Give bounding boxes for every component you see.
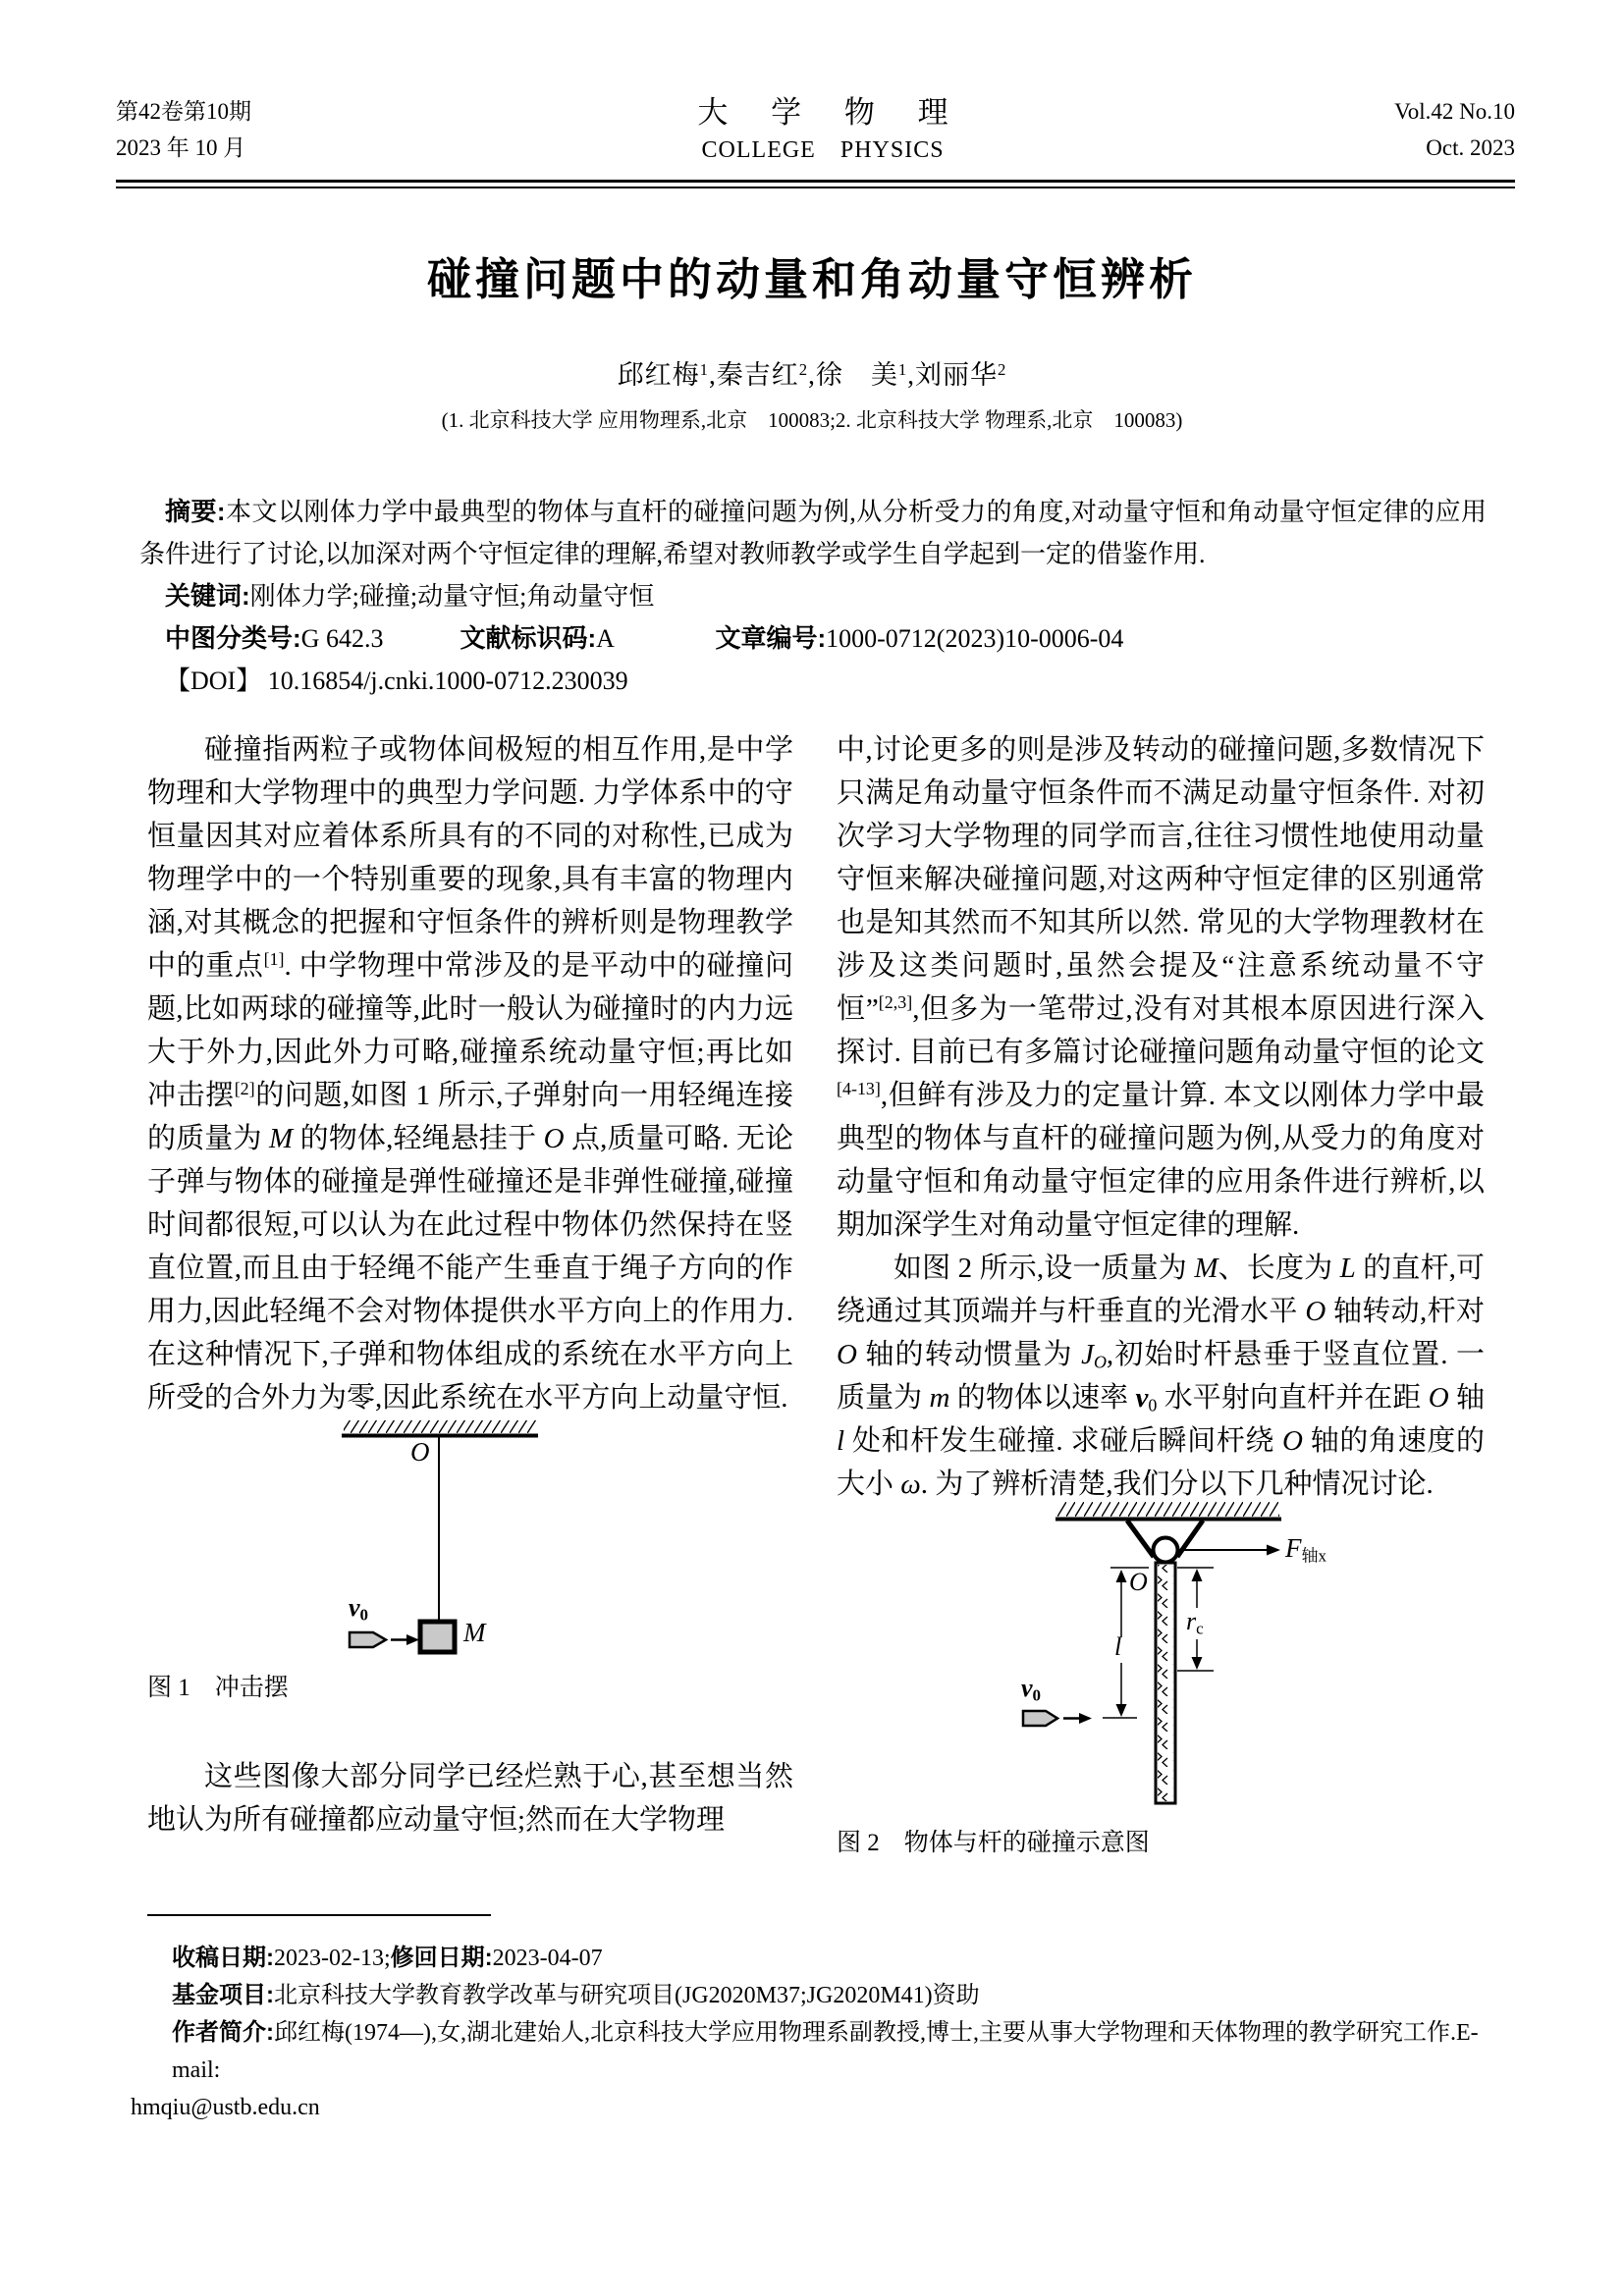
figure-2-caption: 图 2 物体与杆的碰撞示意图	[837, 1830, 1150, 1856]
pivot-label: O	[1129, 1568, 1148, 1596]
paragraph-continued: 中,讨论更多的则是涉及转动的碰撞问题,多数情况下只满足角动量守恒条件而不满足动量守恒条件. 对初次学习大学物理的同学而言,往往习惯性地使用动量守恒来解决碰撞问题,对这两种守恒定律的区别通常也是知其然而不知其所以然. 常见的大学物理教材在涉及这类问题时,虽然会提及“注意系统动量不守恒”[2,3],但多为一笔带过,没有对其根本原因进行深入探讨. 目前已有多篇讨论碰撞问题角动量守恒的论文[4-13],但鲜有涉及力的定量计算. 本文以刚体力学中最典型的物体与直杆的碰撞问题为例,从受力的角度对动量守恒和角动量守恒定律的应用条件进行辨析,以期加深学生对角动量守恒定律的理解.	[837, 734, 1485, 1241]
abstract-paragraph: 摘要:本文以刚体力学中最典型的物体与直杆的碰撞问题为例,从分析受力的角度,对动量守恒和角动量守恒定律的应用条件进行了讨论,以加深对两个守恒定律的理解,希望对教师教学或学生自学起到一定的借鉴作用.	[139, 497, 1487, 568]
header-double-rule	[116, 180, 1515, 188]
volume-number: Vol.42 No.10	[1394, 99, 1515, 124]
l-arrow-up	[1116, 1570, 1127, 1582]
rc-arrow-down	[1192, 1657, 1203, 1670]
pivot-label: O	[410, 1437, 430, 1467]
issue-date-en: Oct. 2023	[1426, 135, 1515, 160]
figure-1	[147, 1419, 793, 1657]
velocity-arrow-head	[406, 1634, 419, 1645]
l-label: l	[1114, 1632, 1122, 1661]
footnote-dates: 收稿日期:2023-02-13;修回日期:2023-04-07	[172, 1945, 603, 1971]
rc-label: $r_c$	[1186, 1607, 1204, 1638]
issue-info	[116, 93, 251, 168]
footnote-block	[131, 1914, 1505, 2126]
bracket-left-leg	[1127, 1521, 1154, 1557]
volume-info	[1394, 93, 1515, 168]
article-title: 碰撞问题中的动量和角动量守恒辨析	[426, 254, 1197, 304]
footnote-divider	[147, 1914, 491, 1916]
velocity-arrow-head	[1079, 1713, 1092, 1724]
pendulum-block	[420, 1622, 455, 1652]
ceiling-hatch	[1057, 1502, 1279, 1517]
pivot-circle	[1154, 1538, 1178, 1563]
bullet-velocity-label: $v_0$	[1021, 1674, 1042, 1705]
affiliation-line: (1. 北京科技大学 应用物理系,北京 100083;2. 北京科技大学 物理系,北京 100083)	[441, 408, 1183, 432]
axle-force-arrow-head	[1267, 1545, 1280, 1556]
l-arrow-down	[1116, 1704, 1127, 1717]
doi-line: 【DOI】 10.16854/j.cnki.1000-0712.230039	[165, 667, 628, 695]
block-mass-label: M	[463, 1618, 486, 1647]
rc-arrow-up	[1192, 1569, 1203, 1581]
journal-title-en: COLLEGE PHYSICS	[701, 137, 945, 163]
ceiling-hatch	[344, 1420, 536, 1433]
footnote-funding: 基金项目:北京科技大学教育教学改革与研究项目(JG2020M37;JG2020M41)资助	[172, 1982, 980, 2008]
paragraph-intro: 碰撞指两粒子或物体间极短的相互作用,是中学物理和大学物理中的典型力学问题. 力学体系中的守恒量因其对应着体系所具有的不同的对称性,已成为物理学中的一个特别重要的现象,具有丰富的物理内涵,对其概念的把握和守恒条件的辨析则是物理教学中的重点[1]. 中学物理中常涉及的是平动中的碰撞问题,比如两球的碰撞等,此时一般认为碰撞时的内力远大于外力,因此外力可略,碰撞系统动量守恒;再比如冲击摆[2]的问题,如图 1 所示,子弹射向一用轻绳连接的质量为 M 的物体,轻绳悬挂于 O 点,质量可略. 无论子弹与物体的碰撞是弹性碰撞还是非弹性碰撞,碰撞时间都很短,可以认为在此过程中物体仍然保持在竖直位置,而且由于轻绳不能产生垂直于绳子方向的作用力,因此轻绳不会对物体提供水平方向上的作用力. 在这种情况下,子弹和物体组成的系统在水平方向上所受的合外力为零,因此系统在水平方向上动量守恒.	[147, 734, 793, 1414]
paragraph-problem-setup: 如图 2 所示,设一质量为 M、长度为 L 的直杆,可绕通过其顶端并与杆垂直的光滑水平 O 轴转动,杆对 O 轴的转动惯量为 $J_O$,初始时杆悬垂于竖直位置. 一质量为 m 的物体以速率 $v_0$ 水平射向直杆并在距 O 轴 l 处和杆发生碰撞. 求碰后瞬间杆绕 O 轴的角速度的大小 ω. 为了辨析清楚,我们分以下几种情况讨论.	[837, 1253, 1485, 1500]
rod-texture	[1158, 1565, 1173, 1801]
author-line: 邱红梅$^1$,秦吉红$^2$,徐 美$^1$,刘丽华$^2$	[617, 359, 1007, 390]
axle-force-label: $F_{轴x}$	[1285, 1533, 1326, 1566]
bullet-velocity-label: $v_0$	[349, 1593, 369, 1625]
keywords-line: 关键词:刚体力学;碰撞;动量守恒;角动量守恒	[165, 581, 655, 611]
journal-header	[116, 93, 1515, 168]
journal-title-cn: 大 学 物 理	[697, 95, 966, 130]
bracket-right-leg	[1177, 1521, 1203, 1557]
classification-line: 中图分类号:G 642.3 文献标识码:A 文章编号:1000-0712(2023)10-0006-04	[165, 623, 1124, 653]
paragraph-after-figure1: 这些图像大部分同学已经烂熟于心,甚至想当然地认为所有碰撞都应动量守恒;然而在大学物理	[147, 1761, 793, 1836]
figure-2	[837, 1502, 1485, 1808]
issue-date-cn: 2023 年 10 月	[116, 135, 246, 160]
footnote-author-bio: 作者简介:邱红梅(1974—),女,湖北建始人,北京科技大学应用物理系副教授,博士,主要从事大学物理和天体物理的教学研究工作.E-mail:	[172, 2019, 1479, 2083]
figure-1-caption: 图 1 冲击摆	[147, 1675, 289, 1701]
footnote-email: hmqiu@ustb.edu.cn	[131, 2095, 320, 2120]
bullet-shape	[350, 1632, 386, 1647]
figure-2-image	[837, 1502, 1485, 1808]
body-column-right	[837, 728, 1485, 1865]
body-column-left	[147, 728, 793, 1842]
abstract-block	[139, 491, 1487, 702]
issue-volume: 第42卷第10期	[116, 99, 251, 124]
bullet-shape	[1023, 1711, 1057, 1726]
journal-title-block	[679, 93, 965, 168]
